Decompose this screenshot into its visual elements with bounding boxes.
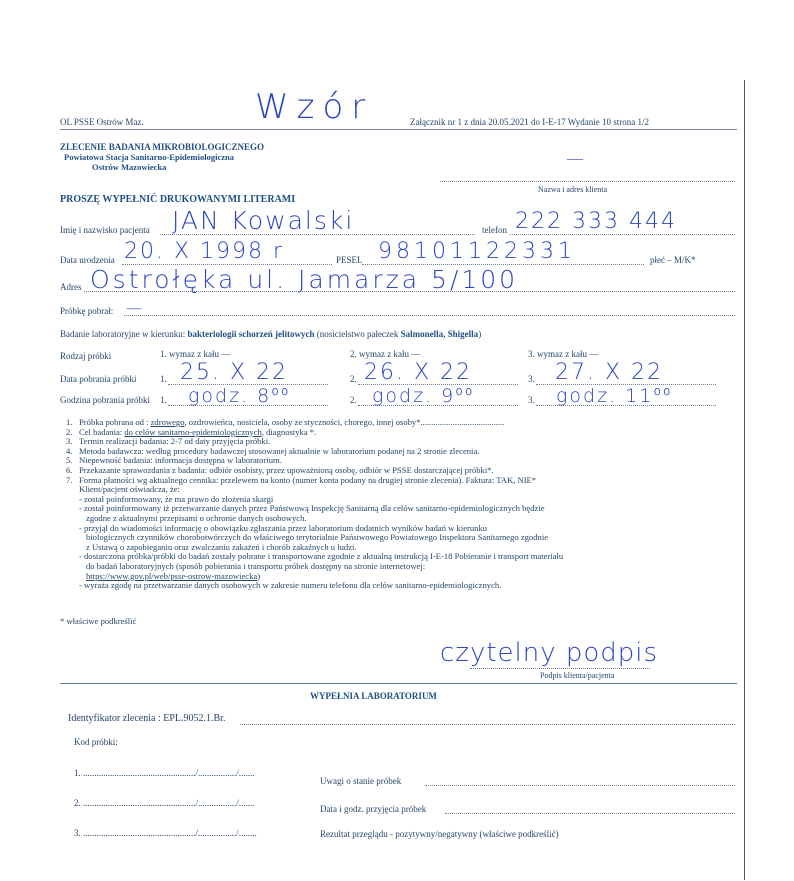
list-num: 7.: [66, 474, 73, 485]
sample-1-date-num: 1.: [160, 374, 167, 384]
list-num: 5.: [66, 455, 73, 466]
office-name: OL PSSE Ostrów Maz.: [60, 117, 144, 127]
test-suffix: (nosicielstwo pałeczek: [316, 329, 399, 339]
sample-1-type: 1. wymaz z kału —: [160, 349, 231, 359]
sample-code-2[interactable]: 2. ................................................../................./.......: [74, 798, 255, 808]
list-text: Próbka pobrana od :: [79, 417, 149, 427]
sample-type-label: Rodzaj próbki: [60, 351, 112, 361]
name-label: Imię i nazwisko pacjenta: [60, 225, 150, 235]
sample-code-3[interactable]: 3. ................................................../................./........: [74, 828, 257, 838]
phone-label: telefon: [482, 225, 507, 235]
station-name: Powiatowa Stacja Sanitarno-Epidemiologiczna: [64, 152, 234, 162]
underlined-choice: do celów sanitarno-epidemiologicznych: [124, 426, 262, 437]
result-label: Rezultat przeglądu - pozytywny/negatywny (właściwe podkreślić): [320, 829, 559, 839]
list-text: Termin realizacji badania: 2-7 od daty przyjęcia próbki.: [79, 436, 271, 447]
section-divider: [60, 683, 737, 684]
test-pathogens: Salmonella, Shigella: [400, 329, 479, 339]
order-id-label: Identyfikator zlecenia : EPL.9052.1.Br.: [68, 713, 226, 724]
sex-label: płeć – M/K*: [650, 255, 696, 265]
list-num: 1.: [66, 417, 73, 427]
station-city: Ostrów Mazowiecka: [92, 162, 167, 172]
test-direction: [60, 329, 481, 340]
received-label: Data i godz. przyjęcia próbek: [320, 804, 427, 814]
form-title: ZLECENIE BADANIA MIKROBIOLOGICZNEGO: [60, 142, 265, 152]
name-value: JAN Kowalski: [172, 206, 355, 235]
declaration-item: - wyraża zgodę na przetwarzanie danych osobowych w zakresie numeru telefonu dla celów sanitarno-epidemiologicznych.: [79, 580, 502, 591]
phone-value: 222 333 444: [515, 209, 677, 234]
declaration-heading: Klient/pacjent oświadcza, że:: [79, 484, 180, 495]
list-num: 2.: [66, 426, 73, 437]
collected-by-value: —: [126, 298, 144, 317]
received-field[interactable]: [445, 813, 735, 814]
sample-2-time-num: 2.: [350, 395, 357, 405]
conditions-list: [66, 418, 746, 591]
footnote: * właściwe podkreślić: [60, 616, 137, 626]
pesel-value: 98101122331: [378, 239, 576, 264]
website-link[interactable]: https://www.gov.pl/web/psse-ostrow-mazowiecka: [86, 570, 258, 581]
client-value: —: [566, 148, 586, 169]
sample-code-1[interactable]: 1. ................................................../................./.......: [74, 768, 255, 778]
list-num: 4.: [66, 445, 73, 456]
list-text: ): [257, 570, 261, 581]
attachment-info: Załącznik nr 1 z dnia 20.05.2021 do I-E-17 Wydanie 10 strona 1/2: [410, 117, 649, 127]
underlined-choice: zdrowego: [150, 417, 185, 427]
test-type: bakteriologii schorzeń jelitowych: [187, 329, 315, 339]
collected-by-label: Próbkę pobrał:: [60, 306, 114, 316]
header-divider: [60, 129, 737, 130]
pesel-label: PESEL: [336, 255, 363, 265]
address-value: Ostrołęka ul. Jamarza 5/100: [90, 265, 519, 294]
sample-1-date: 25. X 22: [180, 360, 289, 385]
list-num: 3.: [66, 436, 73, 447]
list-text: , ozdrowieńca, nosiciela, osoby ze styczności, chorego, innej osoby*.......................................: [184, 417, 505, 427]
lab-heading: WYPEŁNIA LABORATORIUM: [310, 691, 437, 701]
declaration-item-cont: do badań laboratoryjnych (sposób pobierania i transportu próbek dostępny na stronie internetowej:: [86, 560, 426, 571]
sample-date-label: Data pobrania próbki: [60, 374, 137, 384]
declaration-item-cont: biologicznych czynników chorobotwórczych do właściwego terytorialnie Państwowego Powiatowego Inspektora Sanitarnego zgodnie: [86, 532, 549, 543]
signature-label: Podpis klienta/pacjenta: [540, 671, 615, 680]
signature-field[interactable]: [470, 668, 650, 669]
sample-code-label: Kod próbki:: [74, 737, 118, 747]
declaration-item-cont: zgodne z aktualnymi przepisami o ochronie danych osobowych.: [86, 512, 307, 523]
handwritten-template-mark: Wzór: [255, 87, 374, 127]
declaration-item: - dostarczona próbka/próbki do badań zostały pobrane i transportowane zgodnie z aktualną instrukcją I-E-18 Pobieranie i transport materiału: [79, 551, 564, 562]
list-text: Metoda badawcza: według procedury badawczej stosowanej aktualnie w laboratorium podanej na 2 stronie zlecenia.: [79, 445, 480, 456]
list-text: , diagnostyka *.: [261, 426, 317, 437]
address-label: Adres: [60, 282, 82, 292]
sample-1-time: godz. 8⁰⁰: [188, 385, 291, 407]
sample-2-type: 2. wymaz z kału —: [350, 349, 421, 359]
remarks-label: Uwagi o stanie próbek: [320, 776, 402, 786]
list-text: Przekazanie sprawozdania z badania: odbiór osobisty, przez upoważnioną osobę, odbiór w PSSE dostarczającej próbki*.: [79, 464, 494, 475]
declaration-item-cont: z Ustawą o zapobieganiu oraz zwalczaniu zakażeń i chorób zakaźnych u ludzi.: [86, 541, 357, 552]
client-field[interactable]: [440, 181, 735, 182]
list-text: Forma płatności wg aktualnego cennika: przelewem na konto (numer konta podany na drugiej stronie zlecenia). Faktura: TAK, NIE*: [79, 474, 537, 485]
sample-2-date-num: 2.: [350, 374, 357, 384]
declaration-item: - przyjął do wiadomości informację o obowiązku zgłaszania przez laboratorium dodatnich wyników badań w kierunku: [79, 522, 488, 533]
sample-3-date-num: 3.: [528, 374, 535, 384]
declaration-item: - został poinformowany, że ma prawo do złożenia skargi: [79, 493, 274, 504]
collected-by-field[interactable]: [124, 315, 735, 316]
sample-3-date: 27. X 22: [555, 360, 664, 385]
sample-1-time-num: 1.: [160, 395, 167, 405]
declaration-item: - został poinformowany iż przetwarzanie danych przez Państwową Inspekcję Sanitarną dla celów sanitarno-epidemiologicznych będzie: [79, 503, 545, 514]
sample-3-time: godz. 11⁰⁰: [556, 385, 673, 407]
sample-time-label: Godzina pobrania próbki: [60, 395, 150, 405]
dob-label: Data urodzenia: [60, 255, 115, 265]
test-suffix-close: ): [478, 329, 482, 339]
order-id-field[interactable]: [240, 724, 735, 725]
dob-value: 20. X 1998 r: [124, 239, 285, 264]
list-num: 6.: [66, 464, 73, 475]
signature-value: czytelny podpis: [440, 638, 659, 668]
sample-3-time-num: 3.: [528, 395, 535, 405]
list-text: Niepewność badania: informacja dostępna w laboratorium.: [79, 455, 282, 466]
client-label: Nazwa i adres klienta: [538, 185, 608, 194]
test-prefix: Badanie laboratoryjne w kierunku:: [60, 329, 186, 339]
phone-field[interactable]: [510, 234, 735, 235]
sample-3-type: 3. wymaz z kału —: [528, 349, 599, 359]
instruction-heading: PROSZĘ WYPEŁNIĆ DRUKOWANYMI LITERAMI: [60, 194, 296, 205]
remarks-field[interactable]: [425, 785, 735, 786]
sample-2-date: 26. X 22: [364, 360, 473, 385]
sample-2-time: godz. 9⁰⁰: [372, 385, 475, 407]
list-text: Cel badania:: [79, 426, 123, 437]
